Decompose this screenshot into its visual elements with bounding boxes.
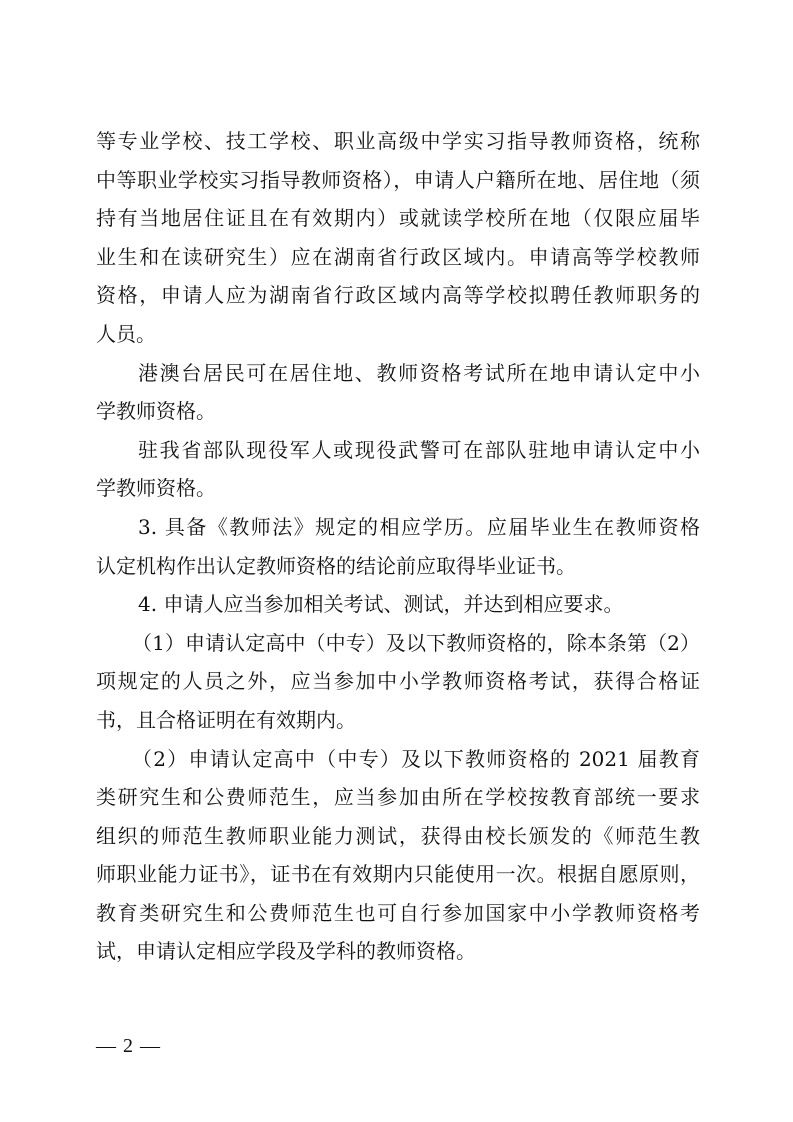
document-body	[96, 122, 700, 971]
paragraph-line: 中等职业学校实习指导教师资格），申请人户籍所在地、居住地（须	[96, 167, 700, 192]
paragraph-line: 类研究生和公费师范生，应当参加由所在学校按教育部统一要求	[96, 785, 700, 810]
paragraph-line: 学教师资格。	[96, 399, 216, 424]
paragraph-line: 教育类研究生和公费师范生也可自行参加国家中小学教师资格考	[96, 900, 700, 925]
paragraph-line: 项规定的人员之外，应当参加中小学教师资格考试，获得合格证	[96, 669, 700, 694]
paragraph-line: 师职业能力证书》，证书在有效期内只能使用一次。根据自愿原则，	[96, 862, 700, 887]
paragraph-line: 驻我省部队现役军人或现役武警可在部队驻地申请认定中小	[138, 437, 700, 462]
paragraph-line: 4. 申请人应当参加相关考试、测试，并达到相应要求。	[138, 592, 624, 617]
paragraph-line: 持有当地居住证且在有效期内）或就读学校所在地（仅限应届毕	[96, 206, 700, 231]
paragraph-line: 3. 具备《教师法》规定的相应学历。应届毕业生在教师资格	[138, 514, 700, 539]
paragraph-line: 等专业学校、技工学校、职业高级中学实习指导教师资格，统称	[96, 129, 700, 153]
paragraph-line: 学教师资格。	[96, 476, 216, 501]
paragraph-line: 组织的师范生教师职业能力测试，获得由校长颁发的《师范生教	[96, 823, 700, 848]
paragraph-line: 试，申请认定相应学段及学科的教师资格。	[96, 939, 476, 964]
page-number: — 2 —	[96, 1035, 161, 1057]
paragraph-line: 人员。	[96, 321, 156, 346]
paragraph-line: 认定机构作出认定教师资格的结论前应取得毕业证书。	[96, 553, 576, 578]
paragraph-line: 业生和在读研究生）应在湖南省行政区域内。申请高等学校教师	[96, 244, 700, 269]
paragraph-line: 港澳台居民可在居住地、教师资格考试所在地申请认定中小	[138, 360, 700, 385]
paragraph-line: （1）申请认定高中（中专）及以下教师资格的，除本条第（2）	[132, 630, 700, 655]
paragraph-line: 资格，申请人应为湖南省行政区域内高等学校拟聘任教师职务的	[96, 283, 700, 308]
paragraph-line: （2）申请认定高中（中专）及以下教师资格的 2021 届教育	[132, 746, 700, 771]
paragraph-line: 书，且合格证明在有效期内。	[96, 707, 356, 732]
